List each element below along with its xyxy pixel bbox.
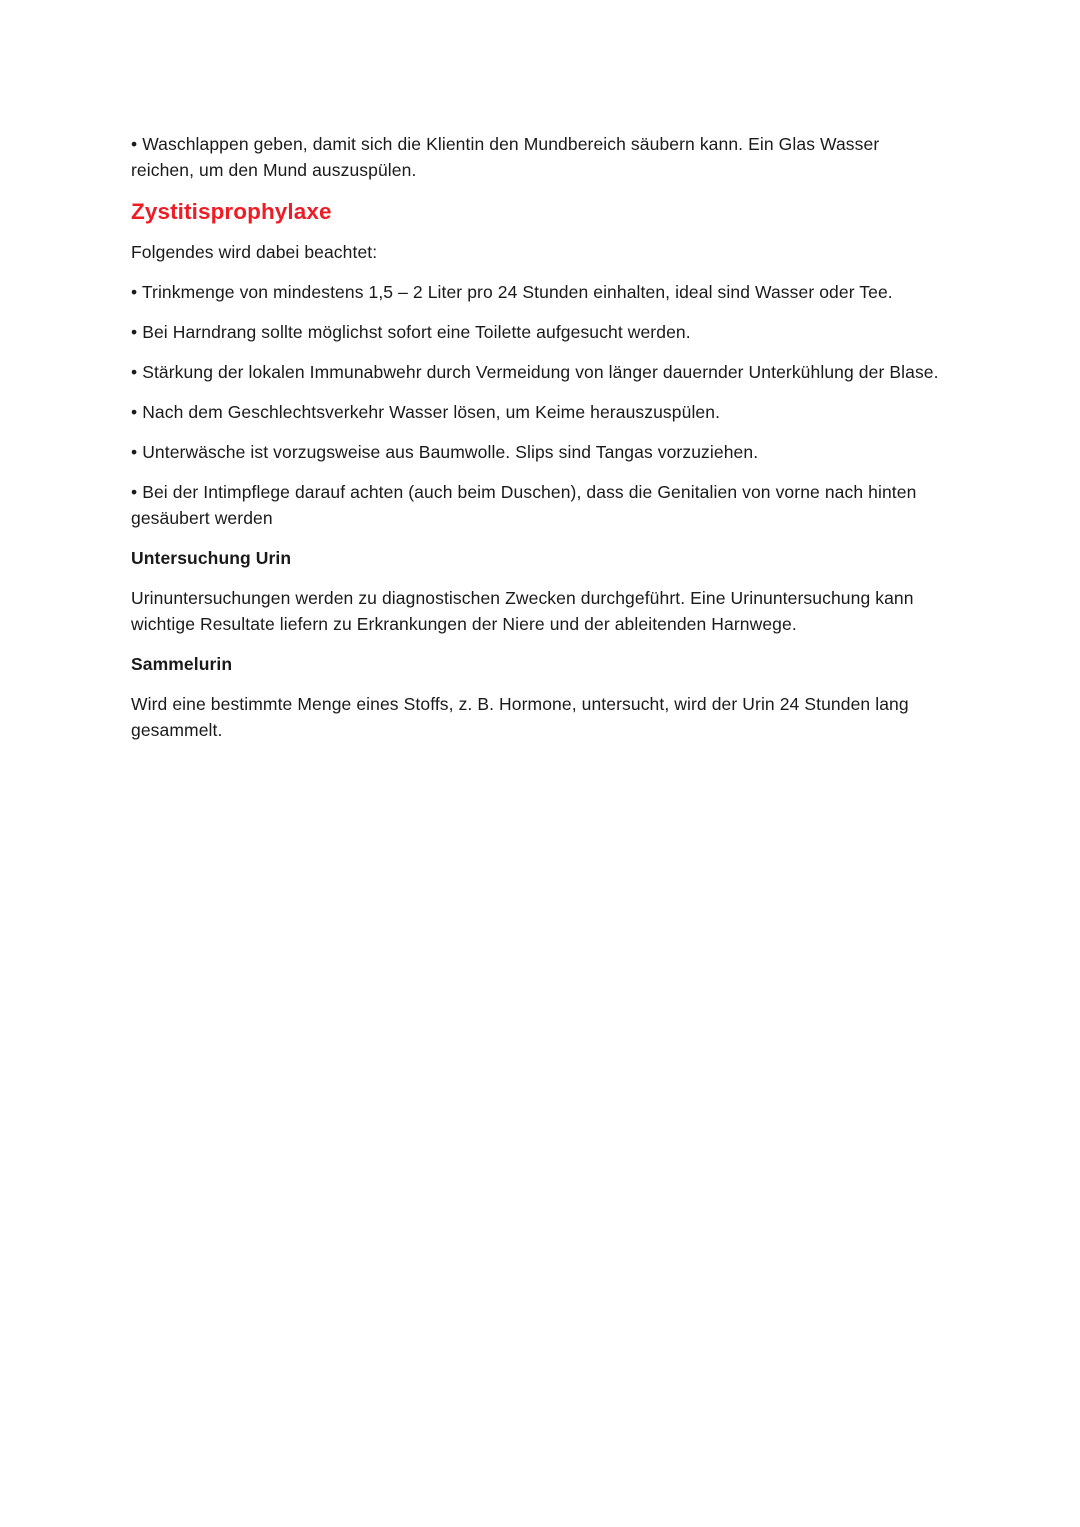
- subheading-untersuchung-urin: Untersuchung Urin: [131, 548, 292, 568]
- bullet-item: • Nach dem Geschlechtsverkehr Wasser lösen, um Keime herauszuspülen.: [131, 402, 721, 422]
- bullet-item: • Bei Harndrang sollte möglichst sofort eine Toilette aufgesucht werden.: [131, 322, 691, 342]
- lead-text: Folgendes wird dabei beachtet:: [131, 242, 378, 262]
- document-body: [131, 131, 946, 757]
- bullet-item: • Trinkmenge von mindestens 1,5 – 2 Liter pro 24 Stunden einhalten, ideal sind Wasser oder Tee.: [131, 282, 893, 302]
- bullet-item: • Unterwäsche ist vorzugsweise aus Baumwolle. Slips sind Tangas vorzuziehen.: [131, 442, 759, 462]
- paragraph-untersuchung-urin: Urinuntersuchungen werden zu diagnostischen Zwecken durchgeführt. Eine Urinuntersuchung kann wichtige Resultate liefern zu Erkrankungen der Niere und der ableitenden Harnwege.: [131, 588, 914, 634]
- intro-bullet: • Waschlappen geben, damit sich die Klientin den Mundbereich säubern kann. Ein Glas Wasser reichen, um den Mund auszuspülen.: [131, 134, 880, 180]
- subheading-sammelurin: Sammelurin: [131, 654, 233, 674]
- bullet-item: • Stärkung der lokalen Immunabwehr durch Vermeidung von länger dauernder Unterkühlung der Blase.: [131, 362, 939, 382]
- bullet-item: • Bei der Intimpflege darauf achten (auch beim Duschen), dass die Genitalien von vorne nach hinten gesäubert werden: [131, 482, 917, 528]
- section-title: Zystitisprophylaxe: [131, 199, 332, 224]
- paragraph-sammelurin: Wird eine bestimmte Menge eines Stoffs, z. B. Hormone, untersucht, wird der Urin 24 Stunden lang gesammelt.: [131, 694, 909, 740]
